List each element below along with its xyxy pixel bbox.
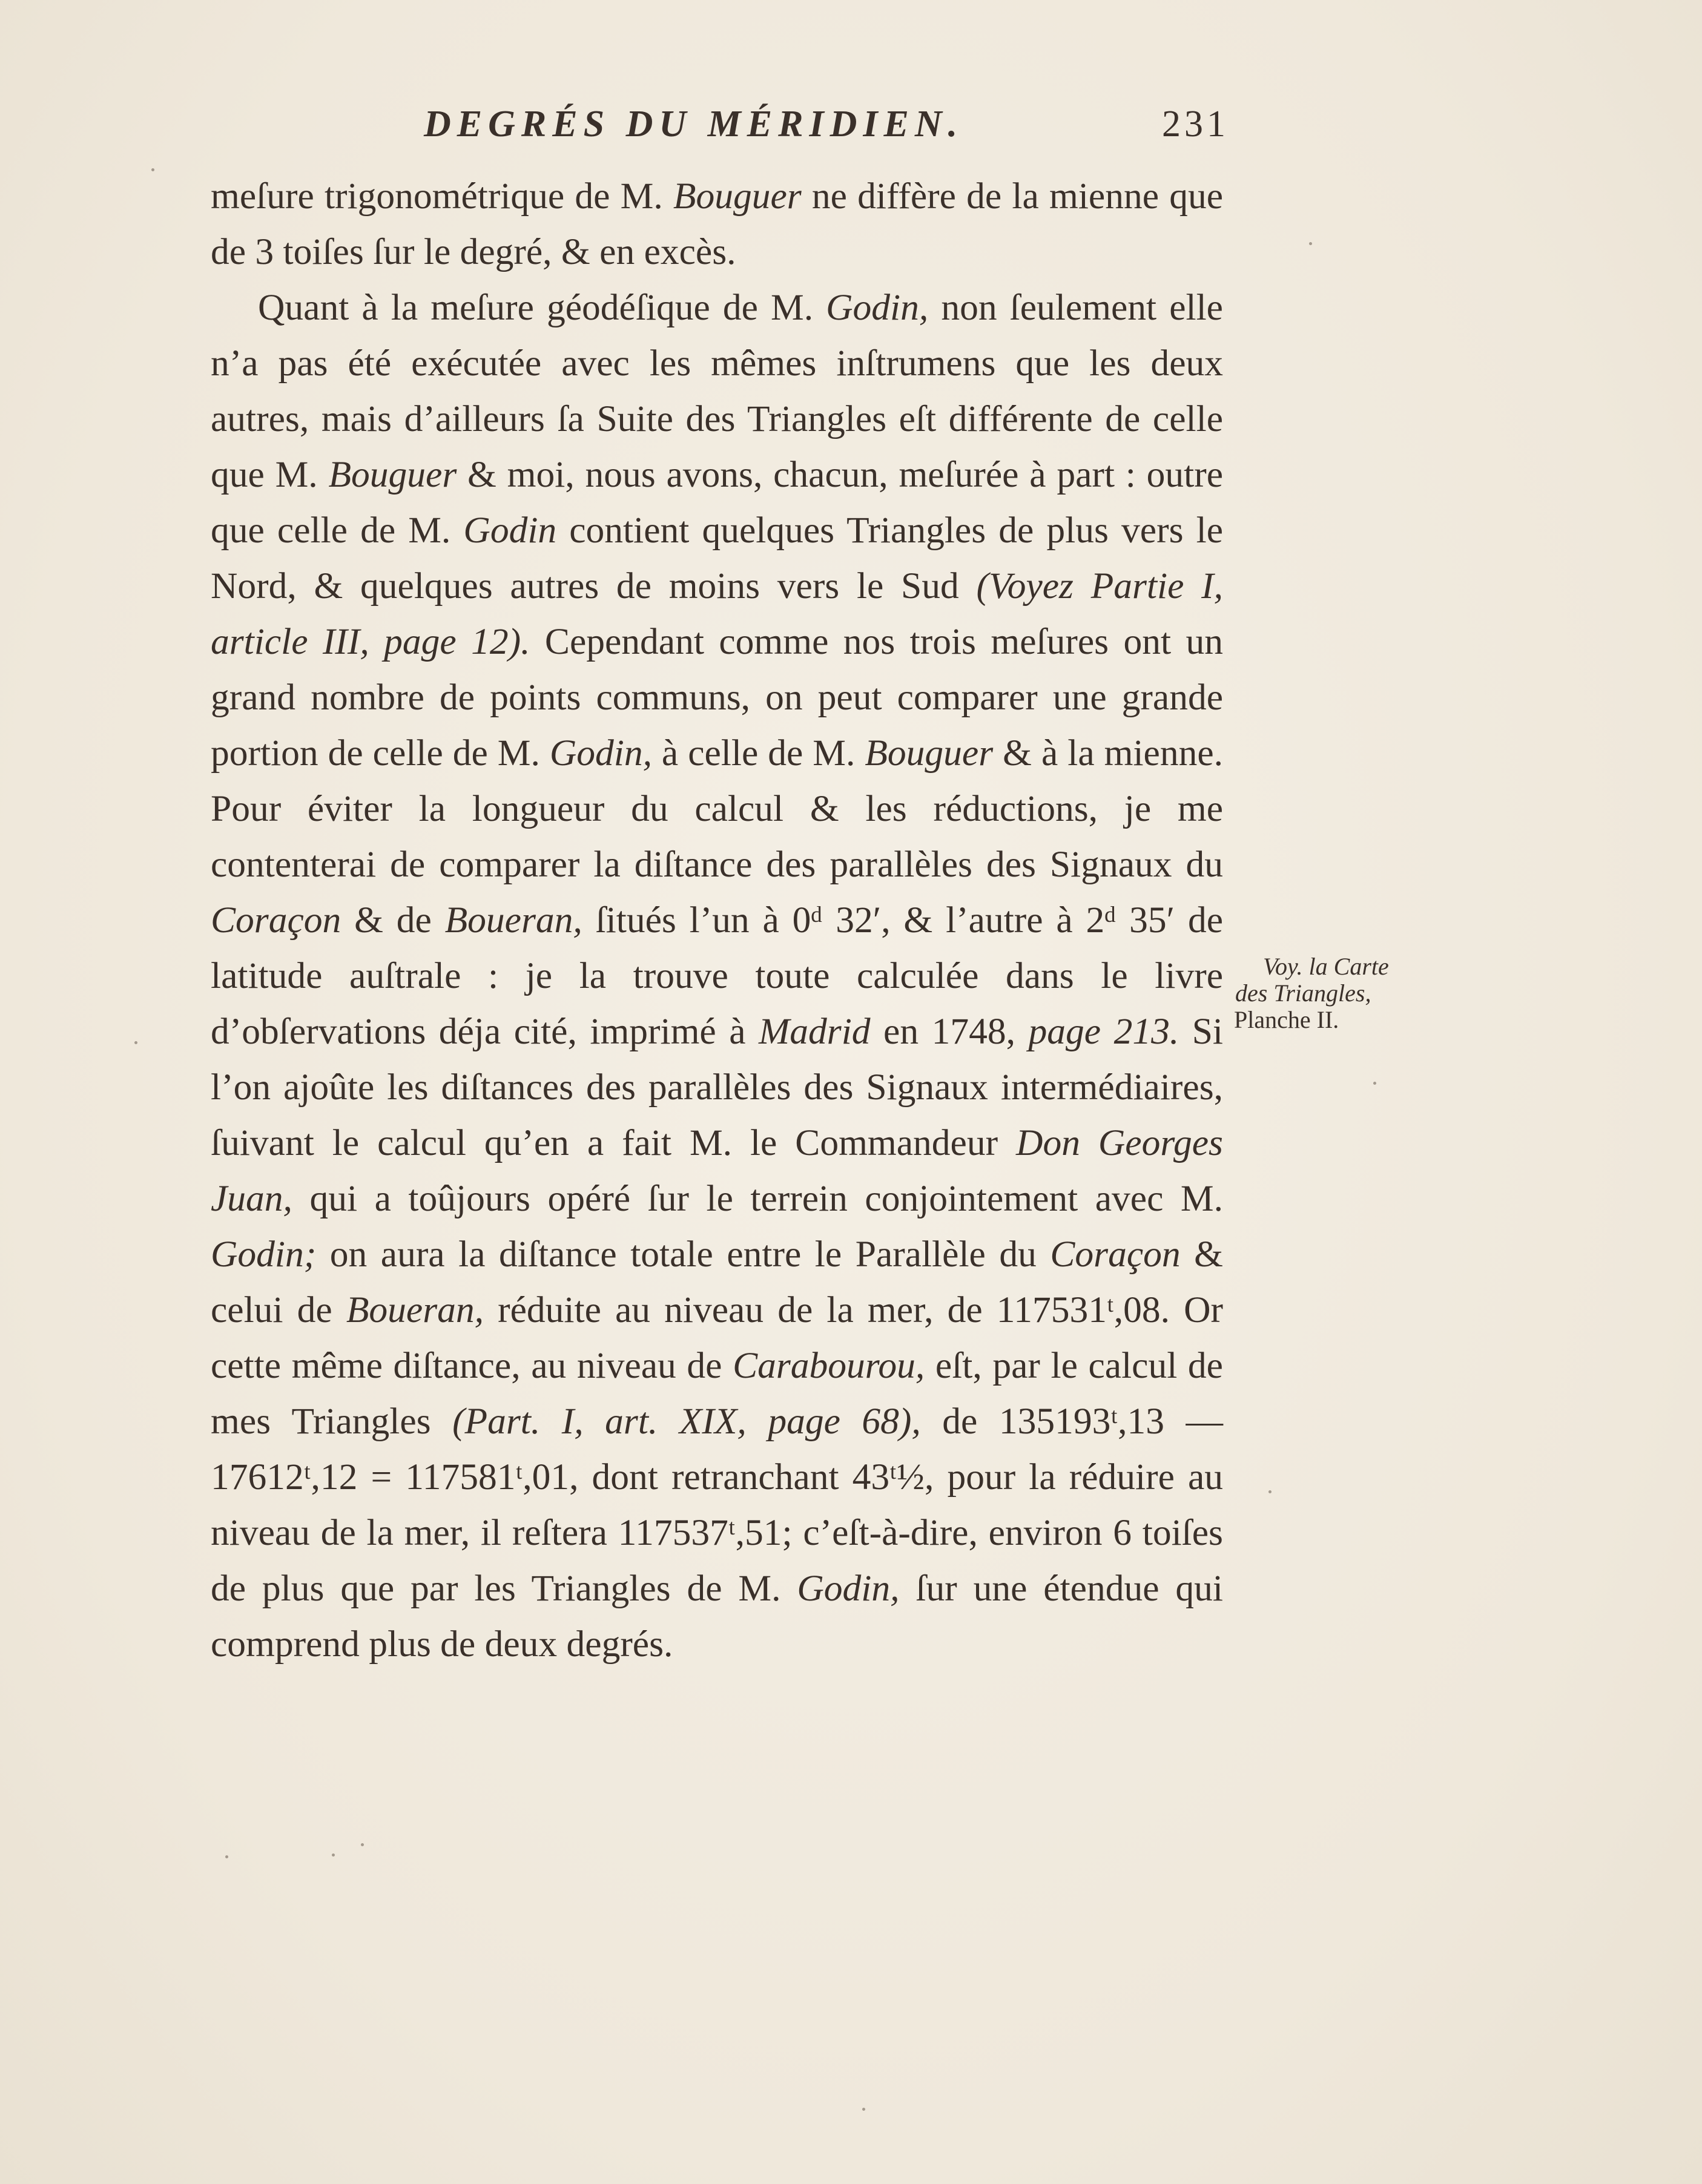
italic-text: Coraçon	[1050, 1234, 1181, 1275]
paper-speck	[862, 2108, 865, 2111]
paper-speck	[1309, 242, 1312, 245]
italic-text: Godin	[463, 510, 557, 551]
body-text	[211, 168, 1223, 1672]
italic-text: Bouguer	[865, 732, 994, 774]
margin-note-line: des Triangles,	[1235, 979, 1371, 1007]
paragraph: meſure trigonométrique de M. Bouguer ne diffère de la mienne que de 3 toiſes ſur le degré, & en excès.	[211, 176, 1223, 272]
paper-speck	[151, 168, 154, 171]
italic-text: Don Georges Juan,	[211, 1122, 1223, 1219]
paper-speck	[332, 1853, 335, 1857]
page-number: 231	[1162, 104, 1229, 145]
italic-text: Godin,	[549, 732, 652, 774]
italic-text: Boueran,	[444, 900, 582, 941]
margin-note-line: Planche II.	[1234, 1006, 1339, 1033]
italic-text: Godin,	[826, 287, 929, 328]
margin-note-line: Voy. la Carte	[1263, 953, 1389, 980]
page-header	[424, 103, 1229, 157]
italic-text: (Voyez Partie I, article III, page 12).	[211, 565, 1223, 662]
italic-text: Bouguer	[328, 454, 457, 495]
italic-text: Boueran,	[346, 1289, 484, 1330]
paragraph: Quant à la meſure géodéſique de M. Godin, non ſeulement elle n’a pas été exécutée avec les mêmes inſtrumens que les deux autres, mais d’ailleurs ſa Suite des Triangles eſt différente de celle que M. Bouguer & moi, nous avons, chacun, meſurée à part : outre que celle de M. Godin contient quelques Triangles de plus vers le Nord, & quelques autres de moins vers le Sud (Voyez Partie I, article III, page 12). Cependant comme nos trois meſures ont un grand nombre de points communs, on peut comparer une grande portion de celle de M. Godin, à celle de M. Bouguer & à la mienne. Pour éviter la longueur du calcul & les réductions, je me contenterai de comparer la diſtance des parallèles des Signaux du Coraçon & de Boueran, ſitués l’un à 0ᵈ 32′, & l’autre à 2ᵈ 35′ de latitude auſtrale : je la trouve toute calculée dans le livre d’obſervations déja cité, imprimé à Madrid en 1748, page 213. Si l’on ajoûte les diſtances des parallèles des Signaux intermédiaires, ſuivant le calcul qu’en a fait M. le Commandeur Don Georges Juan, qui a toûjours opéré ſur le terrein conjointement avec M. Godin; on aura la diſtance totale entre le Parallèle du Coraçon & celui de Boueran, réduite au niveau de la mer, de 117531ᵗ,08. Or cette même diſtance, au niveau de Carabourou, eſt, par le calcul de mes Triangles (Part. I, art. XIX, page 68), de 135193ᵗ,13 — 17612ᵗ,12 = 117581ᵗ,01, dont retranchant 43ᵗ½, pour la réduire au niveau de la mer, il reſtera 117537ᵗ,51; c’eſt-à-dire, environ 6 toiſes de plus que par les Triangles de M. Godin, ſur une étendue qui comprend plus de deux degrés.	[211, 287, 1224, 1665]
paper-speck	[361, 1843, 364, 1846]
paper-speck	[225, 1855, 228, 1858]
paper-speck	[1268, 1490, 1272, 1493]
italic-text: Godin,	[797, 1568, 900, 1609]
italic-text: Coraçon	[211, 900, 341, 941]
running-title: DEGRÉS DU MÉRIDIEN.	[424, 104, 964, 145]
italic-text: Godin;	[211, 1234, 317, 1275]
italic-text: Carabourou,	[733, 1345, 925, 1386]
paper-speck	[1373, 1082, 1376, 1085]
italic-text: page 213.	[1028, 1011, 1179, 1052]
margin-note	[1229, 953, 1435, 1033]
italic-text: Bouguer	[673, 176, 802, 217]
italic-text: Madrid	[759, 1011, 871, 1052]
paper-speck	[134, 1041, 137, 1044]
italic-text: (Part. I, art. XIX, page 68),	[452, 1401, 921, 1442]
